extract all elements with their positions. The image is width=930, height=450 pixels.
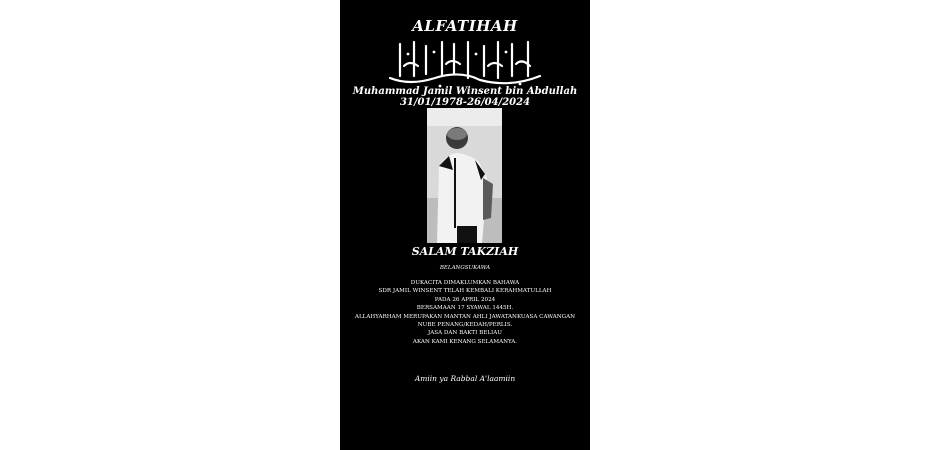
life-dates: 31/01/1978-26/04/2024 — [399, 97, 531, 108]
announcement-line: ALLAHYARHAM MERUPAKAN MANTAN AHLI JAWATANKUASA CAWANGAN — [354, 313, 576, 320]
arabic-calligraphy — [380, 36, 550, 90]
condolence-card — [340, 0, 590, 450]
card-title: ALFATIHAH — [412, 17, 518, 35]
announcement-line: AKAN KAMI KENANG SELAMANYA. — [412, 338, 518, 345]
portrait-photo — [427, 108, 502, 243]
announcement-line: DUKACITA DIMAKLUMKAN BAHAWA — [410, 280, 520, 286]
salam-heading: SALAM TAKZIAH — [411, 245, 519, 258]
announcement-line: JASA DAN BAKTI BELIAU — [427, 330, 503, 337]
subheading: BELANGSUKAWA — [439, 265, 491, 271]
announcement-text — [340, 279, 590, 346]
deceased-name: Muhammad Jamil Winsent bin Abdullah — [352, 86, 578, 97]
portrait-photo-icon — [427, 108, 502, 243]
announcement-line: NUBE PENANG/KEDAH/PERLIS. — [417, 322, 513, 329]
closing-prayer: Amiin ya Rabbal A'laamiin — [414, 374, 516, 383]
announcement-line: BERSAMAAN 17 SYAWAL 1445H. — [416, 305, 514, 312]
announcement-line: PADA 26 APRIL 2024 — [434, 296, 496, 303]
announcement-line: SDR JAMIL WINSENT TELAH KEMBALI KERAHMATULLAH — [378, 288, 552, 295]
